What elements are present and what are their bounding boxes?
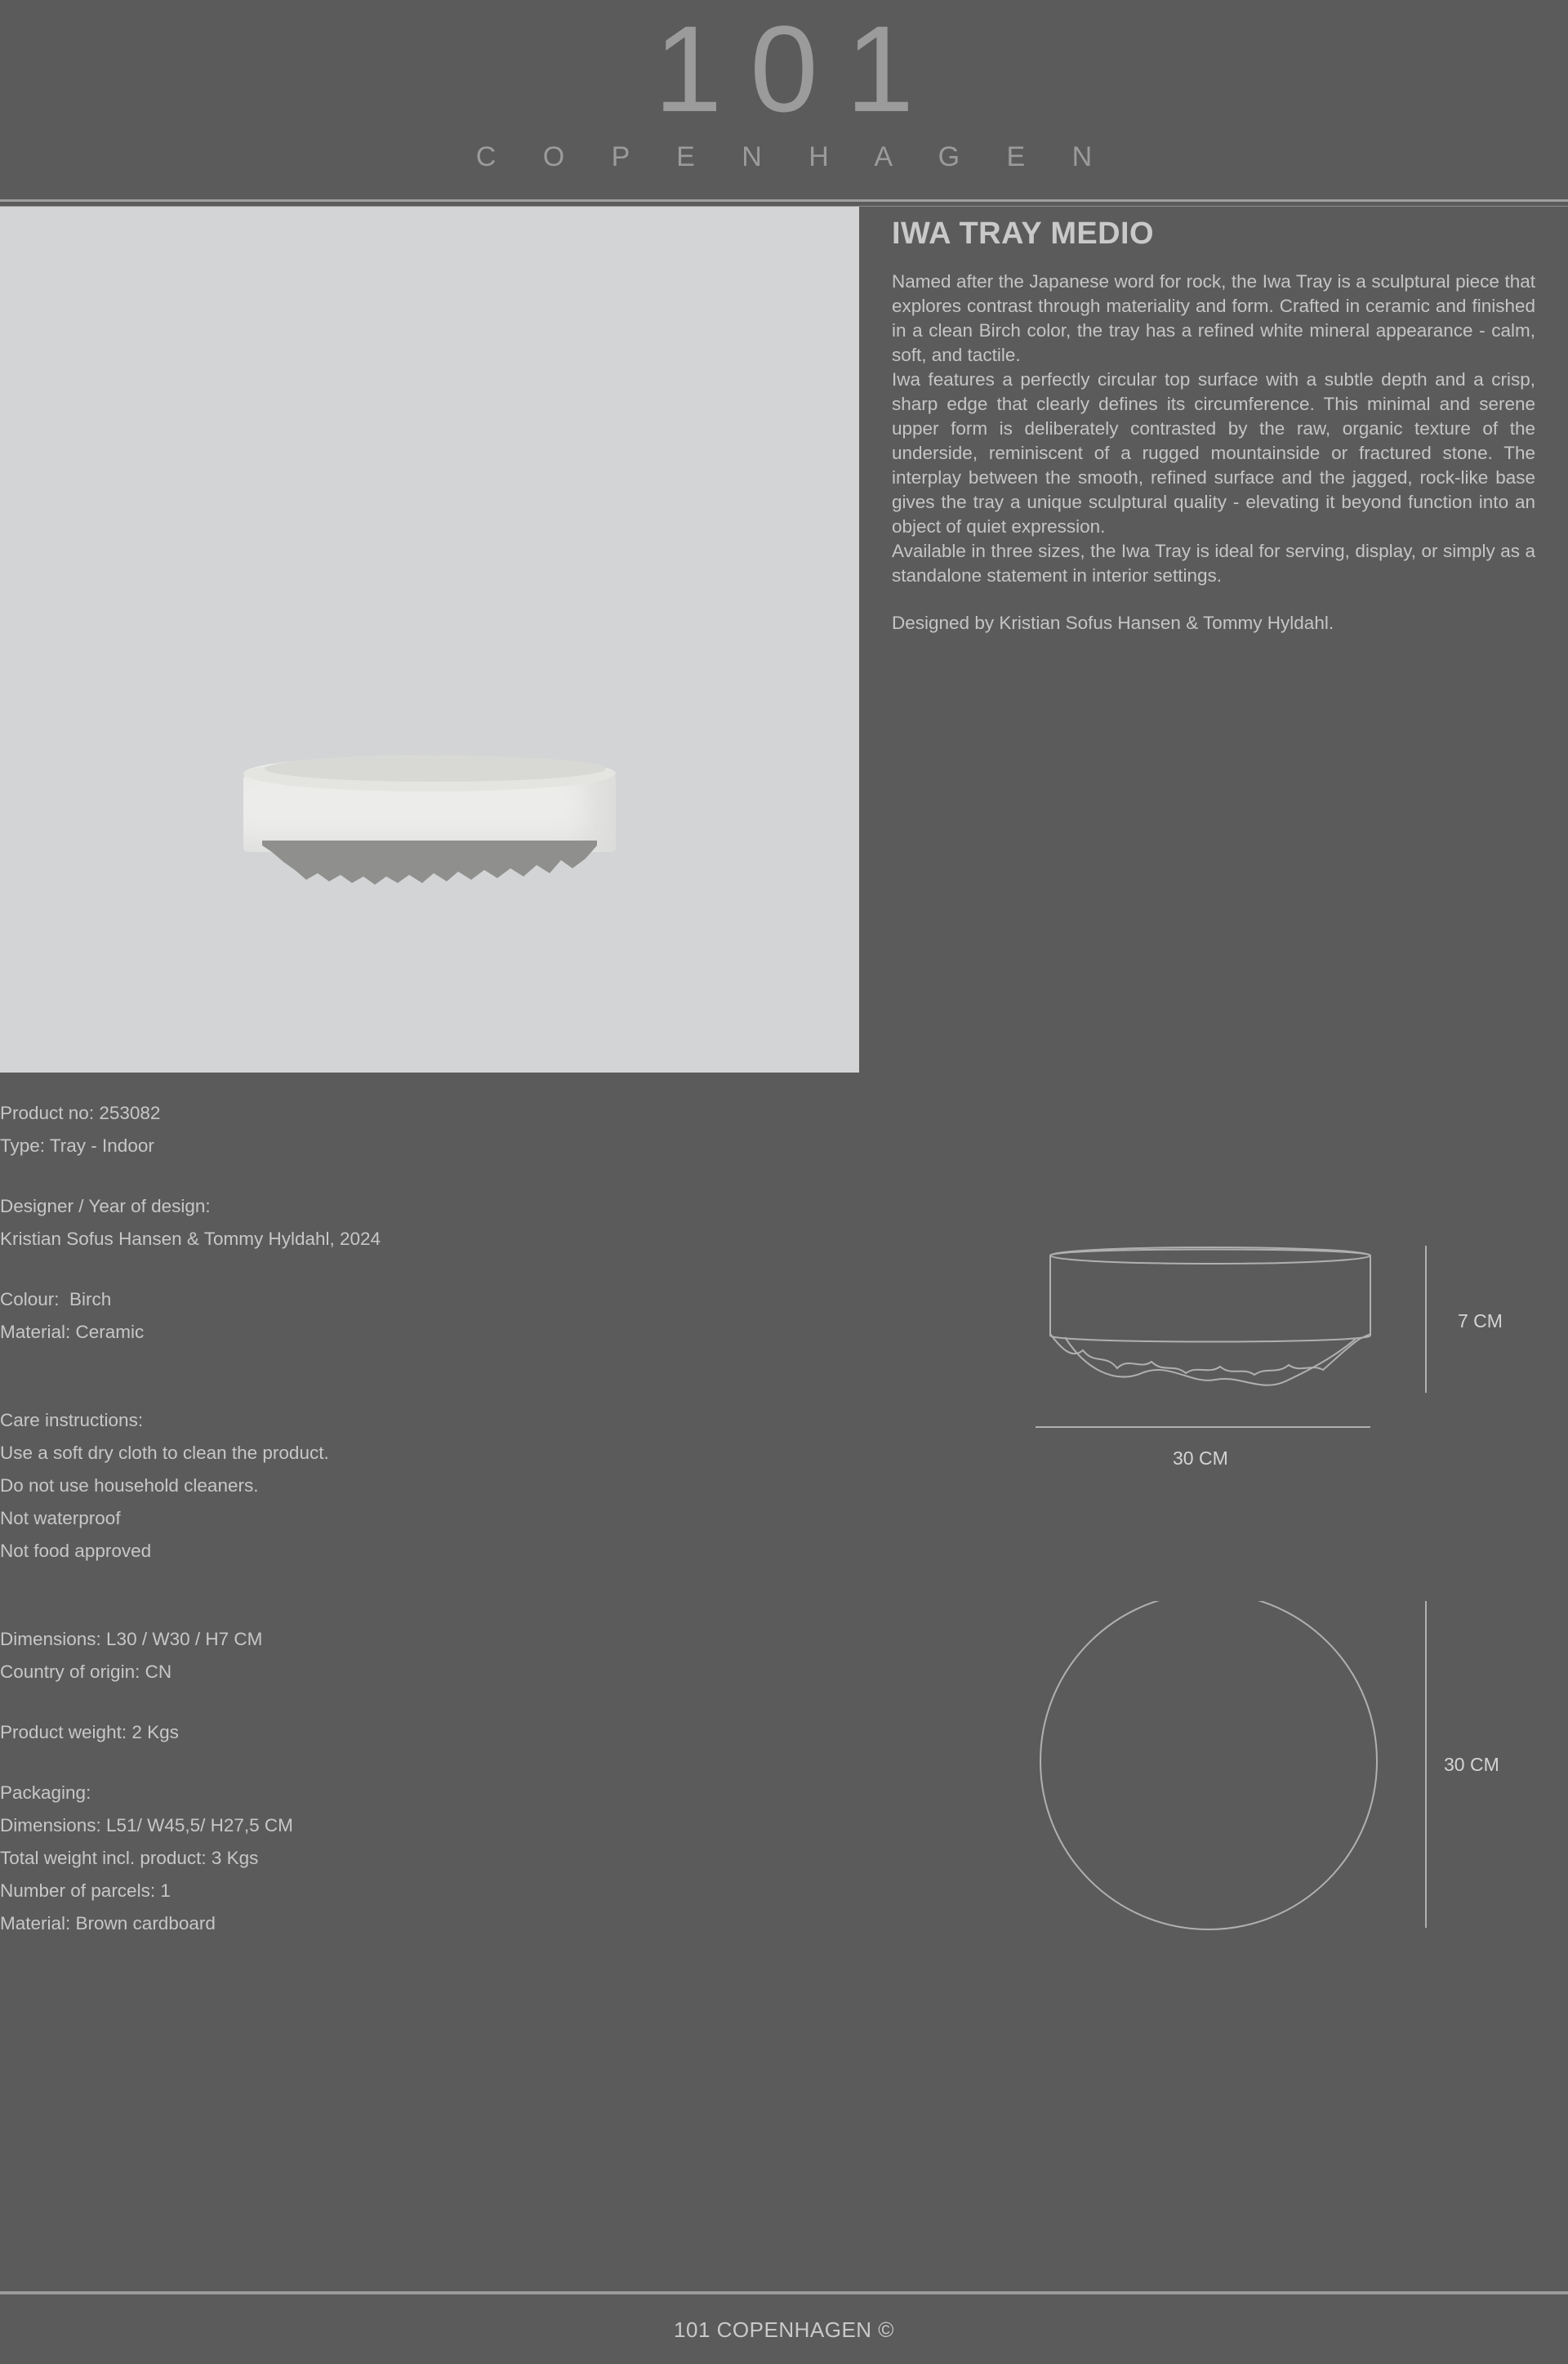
side-view-svg (1036, 1246, 1568, 1491)
side-height-label: 7 CM (1458, 1310, 1503, 1331)
top-view-drawing (1036, 1601, 1568, 1965)
page-footer (0, 2291, 1568, 2364)
spec-packaging-parcels: Number of parcels: 1 (0, 1880, 171, 1901)
spacer (0, 1568, 898, 1595)
main-content (0, 207, 1568, 1073)
spec-care-3: Not waterproof (0, 1508, 121, 1528)
brand-header (0, 0, 1568, 173)
lower-section (0, 1097, 1568, 1965)
spacer (0, 1376, 898, 1404)
spacer (0, 1688, 898, 1716)
spec-product-no: Product no: 253082 (0, 1103, 161, 1123)
spec-dimensions: Dimensions: L30 / W30 / H7 CM (0, 1629, 263, 1649)
description-paragraph-3: Available in three sizes, the Iwa Tray is ideal for serving, display, or simply as a standalone statement in interior settings. (892, 541, 1535, 586)
specifications-list (0, 1097, 898, 1940)
product-description (892, 270, 1535, 636)
spec-product-weight: Product weight: 2 Kgs (0, 1722, 179, 1742)
spec-packaging-dimensions: Dimensions: L51/ W45,5/ H27,5 CM (0, 1815, 293, 1835)
tray-rim-inner-shape (265, 756, 606, 782)
spec-type: Type: Tray - Indoor (0, 1135, 154, 1156)
spec-packaging-label: Packaging: (0, 1782, 91, 1803)
page-title: IWA TRAY MEDIO (892, 216, 1154, 251)
spec-packaging-material: Material: Brown cardboard (0, 1913, 216, 1934)
spec-care-2: Do not use household cleaners. (0, 1475, 259, 1496)
spec-care-label: Care instructions: (0, 1410, 144, 1430)
spec-care-4: Not food approved (0, 1541, 152, 1561)
product-description-column (859, 207, 1535, 636)
technical-drawings (898, 1097, 1568, 1965)
tray-rock-base-shape (262, 841, 597, 886)
tray-rim-shape (243, 756, 616, 792)
spec-colour: Colour: Birch (0, 1289, 112, 1309)
tray-illustration (238, 762, 621, 909)
spacer (0, 1349, 898, 1376)
footer-divider-thin (0, 2294, 1568, 2295)
spacer (0, 1256, 898, 1283)
product-photo (0, 207, 859, 1073)
logo-number: 101 (653, 0, 942, 137)
spec-country: Country of origin: CN (0, 1661, 172, 1682)
top-diameter-label: 30 CM (1444, 1754, 1499, 1775)
description-paragraph-1: Named after the Japanese word for rock, the Iwa Tray is a sculptural piece that explores contrast through materiality and form. Crafted in ceramic and finished in a clean Birch color, the tray has a refined white mineral appearance - calm, soft, and tactile. (892, 271, 1535, 365)
designed-by-line: Designed by Kristian Sofus Hansen & Tommy Hyldahl. (892, 613, 1334, 633)
spacer (0, 1749, 898, 1777)
side-view-drawing (1036, 1246, 1568, 1495)
top-view-svg (1036, 1601, 1568, 1960)
header-divider (0, 199, 1568, 202)
side-width-label: 30 CM (1173, 1447, 1228, 1469)
spacer (0, 1162, 898, 1190)
spec-designer-label: Designer / Year of design: (0, 1196, 211, 1216)
footer-copyright: 101 COPENHAGEN © (674, 2317, 894, 2342)
description-paragraph-2: Iwa features a perfectly circular top surface with a subtle depth and a crisp, sharp edge that clearly defines its circumference. This minimal and serene upper form is deliberately contrasted by the raw, organic texture of the underside, reminiscent of a rugged mountainside or fractured stone. The interplay between the smooth, refined surface and the jagged, rock-like base gives the tray a unique sculptural quality - elevating it beyond function into an object of quiet expression. (892, 369, 1535, 537)
logo-wordmark: C O P E N H A G E N (475, 141, 1112, 172)
spec-material: Material: Ceramic (0, 1322, 145, 1342)
spec-care-1: Use a soft dry cloth to clean the product. (0, 1443, 329, 1463)
spacer (0, 1595, 898, 1623)
spec-packaging-total-weight: Total weight incl. product: 3 Kgs (0, 1848, 259, 1868)
spec-designer-value: Kristian Sofus Hansen & Tommy Hyldahl, 2024 (0, 1229, 381, 1249)
